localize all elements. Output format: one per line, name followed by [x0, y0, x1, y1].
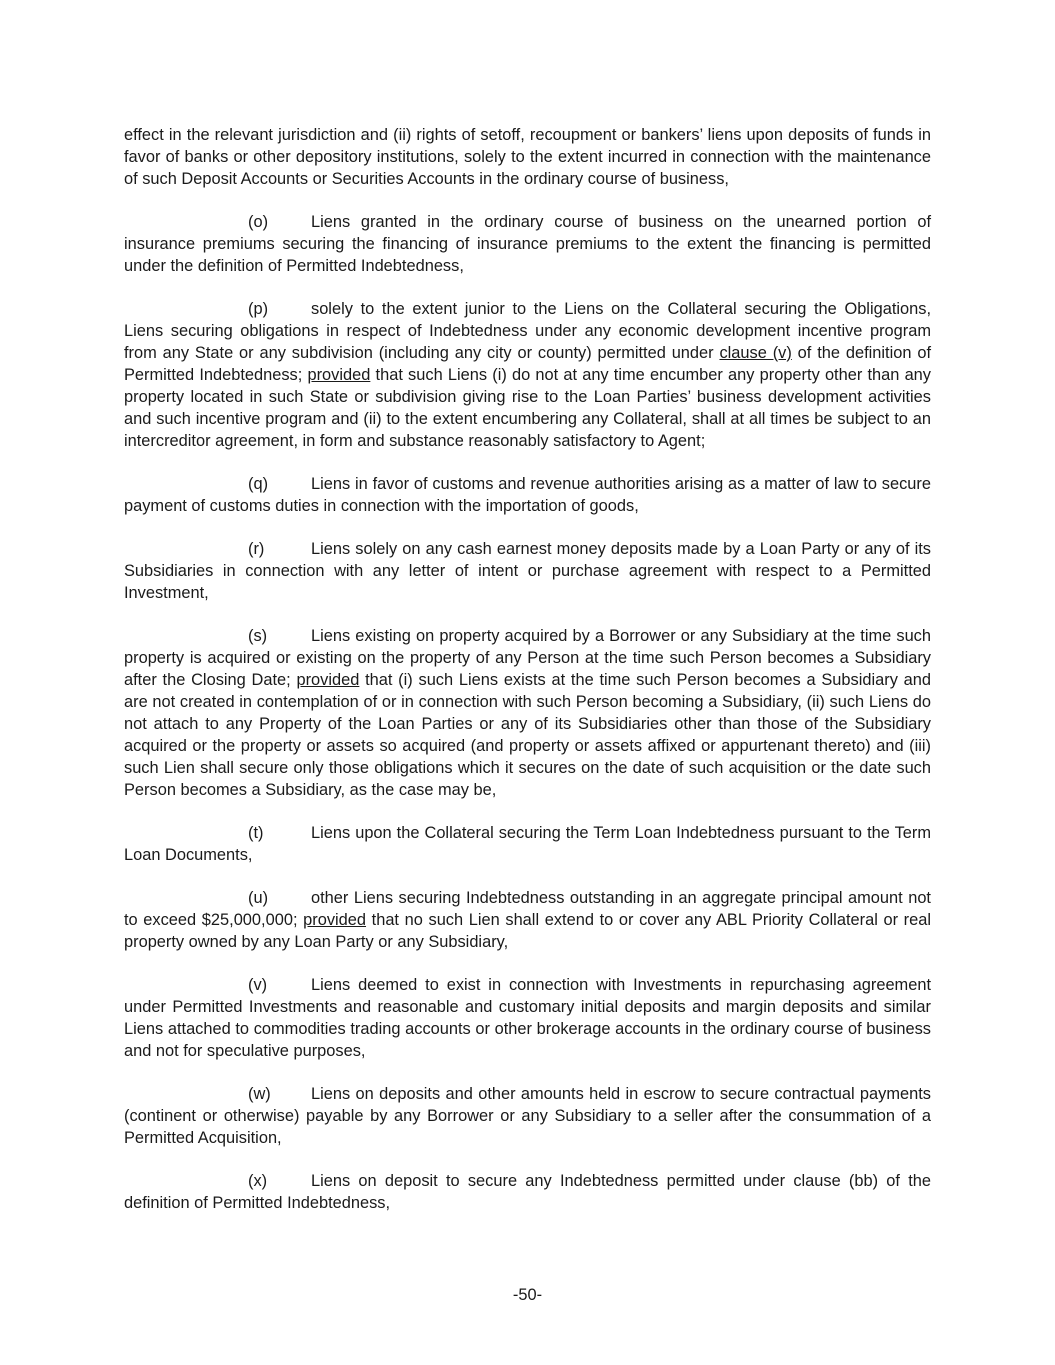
- clause-x: [124, 1170, 931, 1214]
- clause-p: [124, 298, 931, 452]
- clause-label: (p): [248, 300, 269, 318]
- clause-q: [124, 473, 931, 517]
- clause-label: (x): [248, 1172, 268, 1190]
- page-number: -50-: [512, 1286, 543, 1304]
- clause-text: Liens on deposits and other amounts held in escrow to secure contractual payments (continent or otherwise) payable by any Borrower or any Subsidiary to a seller after the consummation of a Permitted Acquisition,: [124, 1085, 931, 1147]
- provided-underline: provided: [307, 366, 371, 384]
- clause-text: solely to the extent junior to the Liens on the Collateral securing the Obligations, Liens securing obligations in respect of Indebtedness under any economic development incentive program from any State or any subdivision (including any city or county) permitted under: [124, 300, 931, 362]
- clause-text: Liens existing on property acquired by a Borrower or any Subsidiary at the time such property is acquired or existing on the property of any Person at the time such Person becomes a Subsidiary after the Closing Date;: [124, 627, 931, 689]
- clause-s: [124, 625, 931, 801]
- clause-label: (q): [248, 475, 269, 493]
- clause-u: [124, 887, 931, 953]
- clause-text: Liens deemed to exist in connection with Investments in repurchasing agreement under Permitted Investments and reasonable and customary initial deposits and margin deposits and similar Liens attached to commodities trading accounts or other brokerage accounts in the ordinary course of business and not for speculative purposes,: [124, 976, 931, 1060]
- clause-label: (s): [248, 627, 268, 645]
- clause-label: (r): [248, 540, 265, 558]
- clause-label: (v): [248, 976, 268, 994]
- clause-t: [124, 822, 931, 866]
- clause-text: Liens on deposit to secure any Indebtedness permitted under clause (bb) of the definition of Permitted Indebtedness,: [124, 1172, 931, 1212]
- clause-text: that (i) such Liens exists at the time such Person becomes a Subsidiary and are not created in contemplation of or in connection with such Person becoming a Subsidiary, (ii) such Liens do not attach to any Property of the Loan Parties or any of its Subsidiaries other than those of the Subsidiary acquired or the property or assets so acquired (and property or assets affixed or appurtenant thereto) and (iii) such Lien shall secure only those obligations which it secures on the date of such acquisition or the date such Person becomes a Subsidiary, as the case may be,: [124, 671, 931, 799]
- clause-label: (t): [248, 824, 264, 842]
- clause-text: Liens granted in the ordinary course of business on the unearned portion of insurance premiums securing the financing of insurance premiums to the extent the financing is permitted under the definition of Permitted Indebtedness,: [124, 213, 931, 275]
- provided-underline: provided: [296, 671, 360, 689]
- clause-r: [124, 538, 931, 604]
- clause-label: (u): [248, 889, 269, 907]
- clause-label: (w): [248, 1085, 271, 1103]
- clause-label: (o): [248, 213, 269, 231]
- document-body: [124, 124, 931, 1235]
- clause-text: that no such Lien shall extend to or cover any ABL Priority Collateral or real property owned by any Loan Party or any Subsidiary,: [124, 911, 932, 951]
- clause-text: that such Liens (i) do not at any time encumber any property other than any property located in such State or subdivision giving rise to the Loan Parties’ business development activities and such incentive program and (ii) to the extent encumbering any Collateral, shall at all times be subject to an intercreditor agreement, in form and substance reasonably satisfactory to Agent;: [124, 366, 931, 450]
- continuation-paragraph: effect in the relevant jurisdiction and (ii) rights of setoff, recoupment or bankers’ liens upon deposits of funds in favor of banks or other depository institutions, solely to the extent incurred in connection with the maintenance of such Deposit Accounts or Securities Accounts in the ordinary course of business,: [124, 126, 931, 188]
- clause-text: Liens solely on any cash earnest money deposits made by a Loan Party or any of its Subsidiaries in connection with any letter of intent or purchase agreement with respect to a Permitted Investment,: [124, 540, 931, 602]
- clause-v: [124, 974, 931, 1062]
- clause-text: of the definition of Permitted Indebtedness;: [124, 344, 931, 384]
- provided-underline: provided: [303, 911, 367, 929]
- clause-reference-underline: clause (v): [719, 344, 792, 362]
- clause-w: [124, 1083, 931, 1149]
- clause-o: [124, 211, 931, 277]
- clause-text: Liens in favor of customs and revenue authorities arising as a matter of law to secure payment of customs duties in connection with the importation of goods,: [124, 475, 931, 515]
- clause-text: other Liens securing Indebtedness outstanding in an aggregate principal amount not to exceed $25,000,000;: [124, 889, 931, 929]
- clause-text: Liens upon the Collateral securing the Term Loan Indebtedness pursuant to the Term Loan Documents,: [124, 824, 931, 864]
